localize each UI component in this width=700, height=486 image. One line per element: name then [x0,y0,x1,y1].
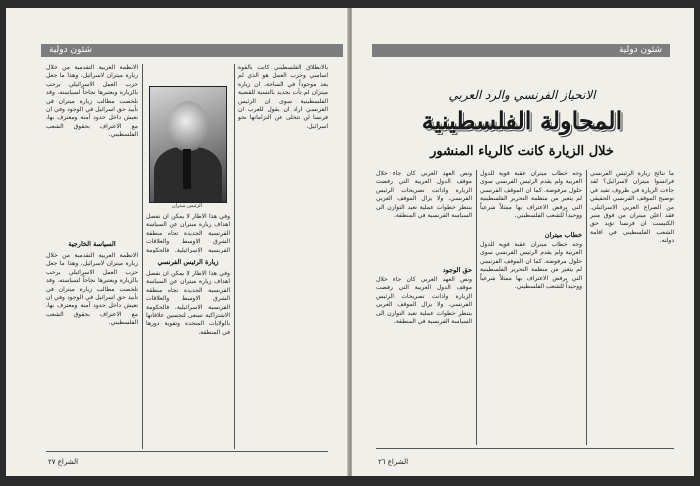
footer-rule [376,448,674,449]
article-column-3a: الانظمة العربية التقدمية من خلال زيارة ميتران لاسرائيل، وهذا ما جعل حزب العمل الاسرائيلي يرحب بالزيارة ويعتبرها نجاحاً لسياسته. وقد تلخصت مطالب زيارة ميتران في تأييد حق اسرائيل في الوجود وفي ان تعيش داخل حدود آمنة ومعترف بها، مع الاعتراف بحقوق الشعب الفلسطيني. [46,64,138,139]
page-folio: الشراع ٢٦ [378,458,409,466]
section-label: شئون دولية [49,45,93,55]
subheading: زيارة الرئيس الفرنسي [157,258,219,266]
article-subheadline: خلال الزيارة كانت كالرياء المنشور [430,144,614,159]
article-kicker: الانحياز الفرنسي والرد العربي [448,88,596,102]
article-column-2b: وجه خطاب ميتران عقبة قوية للدول العربية ولم يقدم الرئيس الفرنسي سوى حلول مرفوضة. كما ان الموقف الفرنسي لم يتغير من منظمة التحرير الفلسطينية التي يرفض الاعتراف بها ممثلاً شرعياً ووحيداً للشعب الفلسطيني. [480,241,582,291]
subheading: حق الوجود [442,266,472,274]
column-rule [142,64,143,449]
section-banner [41,44,343,57]
column-rule [586,170,587,445]
subheading: السياسة الخارجية [68,240,116,248]
right-page [352,8,694,476]
article-column-2a: وجه خطاب ميتران عقبة قوية للدول العربية ولم يقدم الرئيس الفرنسي سوى حلول مرفوضة. كما ان الموقف الفرنسي لم يتغير من منظمة التحرير الفلسطينية التي يرفض الاعتراف بها ممثلاً شرعياً ووحيداً للشعب الفلسطيني. [480,170,582,220]
footer-rule [46,451,328,452]
portrait-photo [149,86,227,203]
subheading: خطاب ميتران [544,231,582,239]
article-column-2b: وفي هذا الاطار لا يمكن ان نفصل اهداف زيارة ميتران عن السياسة الفرنسية الجديدة تجاه منطقة الشرق الاوسط والعلاقات الفرنسية الاسرائيلية. فالحكومة الاشتراكية تسعى لتحسين علاقاتها بالولايات المتحدة وتقوية دورها في المنطقة. [146,270,230,336]
article-column-3b: ونص العهد العربي كان جاء خلال موقف الدول العربية التي رفضت الزيارة وادانت تصريحات الرئيس الفرنسي. ولا يزال الموقف العربي ينتظر خطوات عملية تعيد التوازن الى السياسة الفرنسية في المنطقة. [376,276,472,326]
article-column-3a: ونص العهد العربي كان جاء خلال موقف الدول العربية التي رفضت الزيارة وادانت تصريحات الرئيس الفرنسي. ولا يزال الموقف العربي ينتظر خطوات عملية تعيد التوازن الى السياسة الفرنسية في المنطقة. [376,170,472,220]
article-column-1: ما نتائج زيارة الرئيس الفرنسي فرانسوا ميتران لاسرائيل؟ لقد جاءت الزيارة في ظروف تفيد في توضيح الموقف الفرنسي الحقيقي من الصراع العربي الاسرائيلي. فقد اعلن ميتران من فوق منبر الكنيست ان فرنسا تؤيد حق الشعب الفلسطيني في اقامة دولته. [590,170,674,245]
article-column-3b: الانظمة العربية التقدمية من خلال زيارة ميتران لاسرائيل، وهذا ما جعل حزب العمل الاسرائيلي يرحب بالزيارة ويعتبرها نجاحاً لسياسته. وقد تلخصت مطالب زيارة ميتران في تأييد حق اسرائيل في الوجود وفي ان تعيش داخل حدود آمنة ومعترف بها، مع الاعتراف بحقوق الشعب الفلسطيني. [46,252,138,327]
article-column-1: بالانطلاق الفلسطيني كانت بالقوة اساسي وحزب العمل هو الذي لم يعد موجوداً في الساحة. ان زيارة ميتران لم تأت بجديد بالنسبة للقضية الفلسطينية سوى ان الرئيس الفرنسي اراد ان يقول للعرب ان فرنسا لن تتخلى عن التزاماتها نحو اسرائيل. [238,64,328,130]
section-banner [372,44,670,57]
page-folio: الشراع ٢٧ [48,458,79,466]
article-headline: المحاولة الفلسطينية [421,106,623,135]
portrait-tie [183,149,191,189]
column-rule [476,170,477,445]
portrait-face [168,101,208,151]
photo-caption: الرئيس ميتران [171,203,203,209]
article-column-2a: وفي هذا الاطار لا يمكن ان نفصل اهداف زيارة ميتران عن السياسة الفرنسية الجديدة تجاه منطقة الشرق الاوسط والعلاقات الفرنسية الاسرائيلية. فالحكومة [146,213,230,253]
left-page [6,8,348,476]
section-label: شئون دولية [618,45,662,55]
column-rule [234,64,235,449]
